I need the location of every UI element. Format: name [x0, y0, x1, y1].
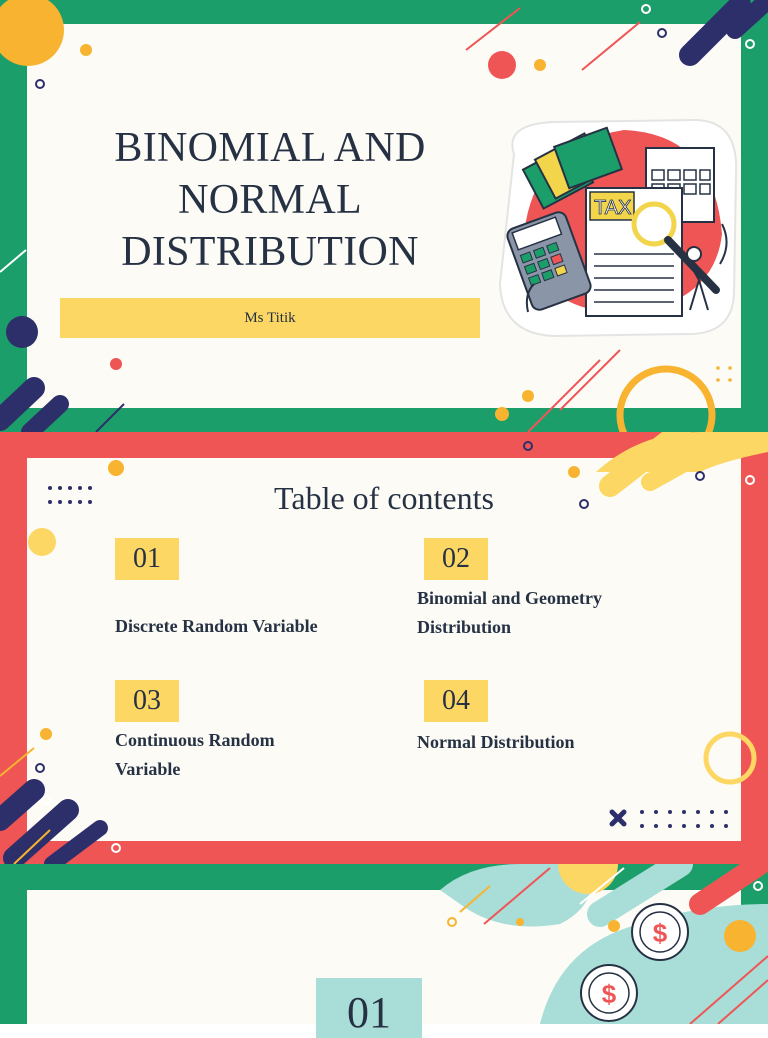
- toc-item-3[interactable]: Continuous Random Variable: [115, 730, 275, 779]
- toc-item-1[interactable]: Discrete Random Variable: [115, 616, 318, 636]
- svg-text:$: $: [601, 979, 617, 1009]
- dollar-coin-icon: [578, 962, 640, 1024]
- title-line: BINOMIAL AND: [114, 125, 426, 171]
- presentation-title: [60, 122, 480, 278]
- toc-number-04: 04: [424, 680, 488, 722]
- toc-number-02: 02: [424, 538, 488, 580]
- toc-item-4[interactable]: Normal Distribution: [417, 732, 575, 752]
- presenter-name: Ms Titik: [60, 298, 480, 338]
- dollar-coin-icon: [628, 900, 692, 964]
- toc-number-03: 03: [115, 680, 179, 722]
- title-line: DISTRIBUTION: [121, 229, 419, 275]
- tax-tag-label: TAX: [594, 197, 632, 219]
- title-line: NORMAL: [178, 177, 362, 223]
- svg-text:$: $: [652, 918, 668, 948]
- toc-heading: Table of contents: [274, 480, 494, 516]
- toc-item-2[interactable]: Binomial and Geometry Distribution: [417, 588, 602, 637]
- toc-number-01: 01: [115, 538, 179, 580]
- title-slide: [0, 0, 768, 432]
- tax-calculator-illustration: [494, 114, 744, 340]
- section-number: 01: [316, 978, 422, 1038]
